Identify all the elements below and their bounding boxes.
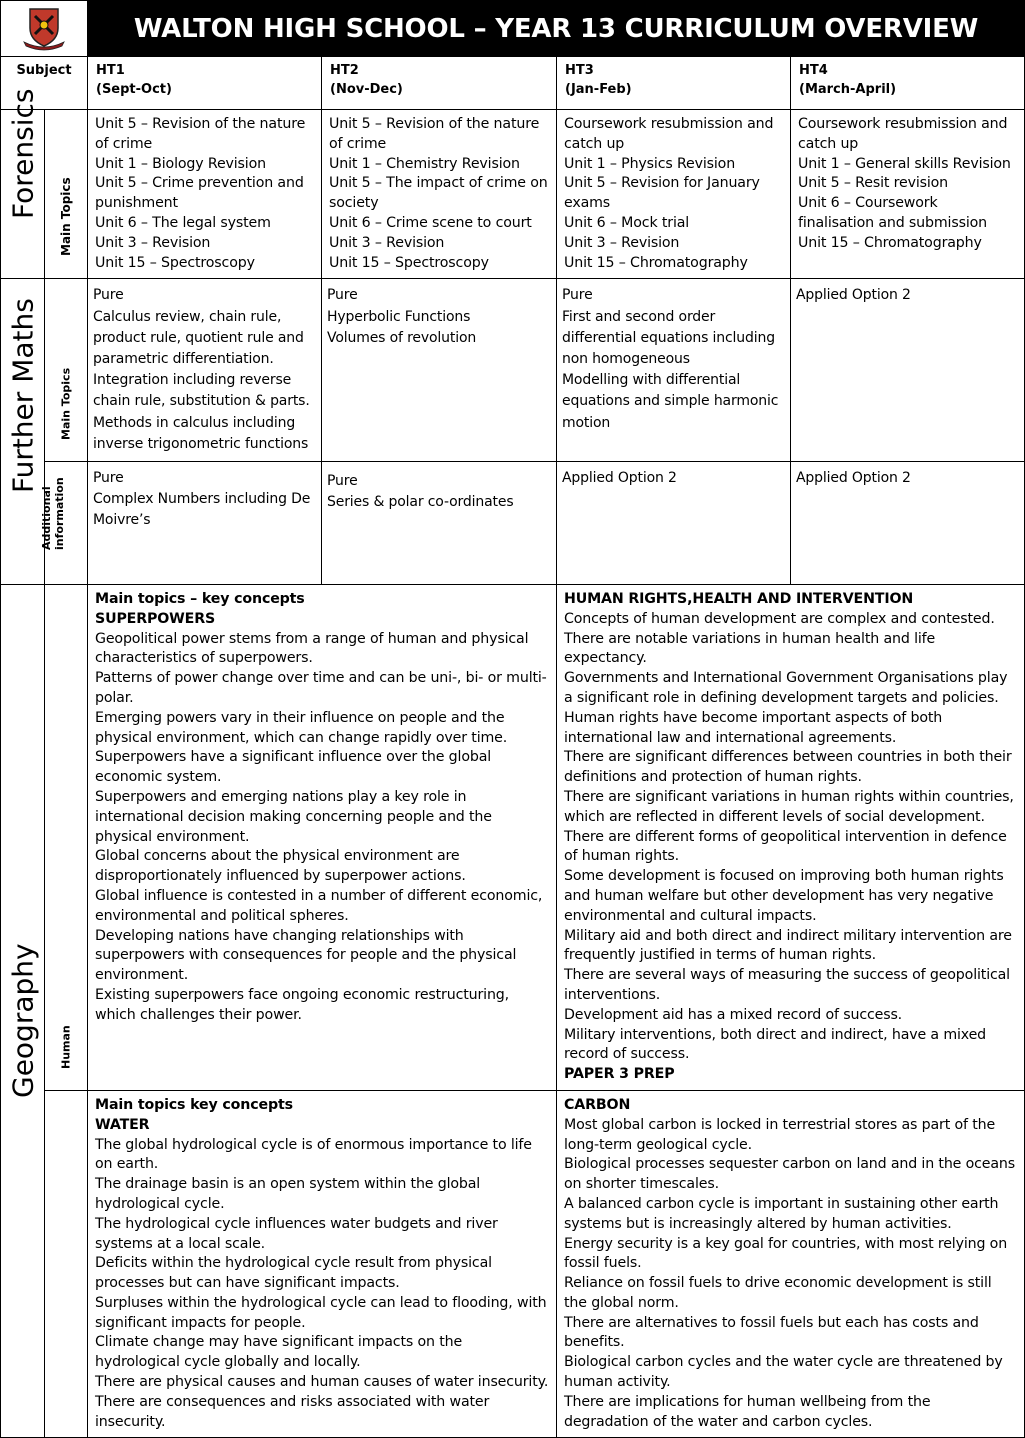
list-item: Unit 6 – Mock trial (564, 214, 690, 231)
list-item: Unit 3 – Revision (564, 234, 680, 251)
ht1-header (88, 57, 322, 110)
fm-additional-label (40, 477, 66, 550)
fm-main-ht3 (557, 279, 791, 462)
list-item: Emerging powers vary in their influence on people and the physical environment, which can change rapidly over time. (95, 709, 508, 746)
forensics-ht3 (557, 110, 791, 279)
geo-physical-left-heading: Main topics key concepts (95, 1096, 293, 1113)
forensics-ht1 (88, 110, 322, 279)
forensics-ht4 (791, 110, 1025, 279)
ht3-header (557, 57, 791, 110)
ht3-name: HT3 (565, 63, 594, 78)
list-item: There are significant variations in human rights within countries, which are reflected in different levels of social development. (564, 788, 1014, 825)
ht4-header (791, 57, 1025, 110)
list-item: Human rights have become important aspects of both international law and international agreements. (564, 709, 943, 746)
list-item: Unit 1 – Chemistry Revision (329, 155, 520, 172)
list-item: Some development is focused on improving both human rights and human welfare but other development has very negative environmental and cultural impacts. (564, 868, 1004, 924)
fm-additional-ht3 (557, 462, 791, 585)
geography-subject: Geography (6, 943, 39, 1099)
fm-additional-label-line1: Additional (40, 486, 53, 550)
ht4-period: (March-April) (799, 82, 897, 97)
list-item: A balanced carbon cycle is important in sustaining other earth systems but is increasingly altered by human activities. (564, 1195, 999, 1232)
list-item: Unit 5 – The impact of crime on society (329, 175, 548, 212)
geo-physical-left (88, 1090, 557, 1438)
list-item: Superpowers have a significant influence over the global economic system. (95, 749, 492, 786)
list-item: Reliance on fossil fuels to drive economic development is still the global norm. (564, 1275, 992, 1311)
geo-human-right (557, 585, 1025, 1091)
list-item: Unit 15 – Chromatography (564, 254, 748, 271)
list-item: Unit 15 – Spectroscopy (329, 254, 489, 271)
list-item: Concepts of human development are complex and contested. (564, 610, 995, 627)
fm-main-ht2 (322, 279, 557, 462)
fm-additional-ht1 (88, 462, 322, 585)
subject-header: Subject (1, 57, 88, 110)
geography-subject-cell (1, 585, 45, 1438)
list-item: The global hydrological cycle is of enormous importance to life on earth. (95, 1136, 532, 1173)
list-item: There are alternatives to fossil fuels but each has costs and benefits. (564, 1314, 979, 1351)
list-item: Unit 5 – Revision of the nature of crime (329, 116, 540, 152)
list-item: There are implications for human wellbeing from the degradation of the water and carbon cycles. (564, 1393, 931, 1430)
ht2-period: (Nov-Dec) (330, 82, 403, 97)
logo-cell (1, 1, 88, 57)
fm-additional-label-line2: information (53, 477, 66, 550)
list-item: Unit 3 – Revision (95, 234, 211, 251)
list-item: Development aid has a mixed record of success. (564, 1006, 903, 1023)
list-item: Unit 5 – Resit revision (798, 175, 949, 192)
list-item: Hyperbolic Functions (327, 308, 471, 325)
list-item: Modelling with differential equations and simple harmonic motion (562, 372, 779, 431)
geo-human-right-heading: HUMAN RIGHTS,HEALTH AND INTERVENTION (564, 591, 914, 607)
fm-main-ht1 (88, 279, 322, 462)
further-maths-subject: Further Maths (6, 298, 39, 493)
list-item: Biological carbon cycles and the water cycle are threatened by human activity. (564, 1354, 1003, 1391)
list-item: Coursework resubmission and catch up (564, 116, 774, 152)
page-title: WALTON HIGH SCHOOL – YEAR 13 CURRICULUM OVERVIEW (88, 1, 1025, 57)
list-item: Volumes of revolution (327, 329, 477, 346)
list-item: Complex Numbers including De Moivre’s (93, 491, 311, 529)
geo-human-left-list (95, 630, 549, 1026)
list-item: Applied Option 2 (796, 470, 911, 486)
geo-human-right-footer: PAPER 3 PREP (564, 1066, 675, 1083)
list-item: Deficits within the hydrological cycle result from physical processes but can have significant impacts. (95, 1255, 492, 1292)
list-item: There are consequences and risks associated with water insecurity. (95, 1393, 490, 1430)
list-item: Unit 5 – Revision for January exams (564, 175, 760, 212)
fm-additional-ht2 (322, 462, 557, 585)
list-item: Coursework resubmission and catch up (798, 116, 1008, 152)
list-item: Pure (562, 287, 593, 304)
list-item: Climate change may have significant impacts on the hydrological cycle globally and locally. (95, 1334, 463, 1371)
fm-main-ht4 (791, 279, 1025, 462)
geo-physical-label-cell (45, 1090, 88, 1438)
list-item: Applied Option 2 (796, 287, 911, 304)
list-item: There are different forms of geopolitical intervention in defence of human rights. (564, 828, 1007, 865)
list-item: Unit 1 – Physics Revision (564, 155, 736, 172)
geo-physical-right-heading: CARBON (564, 1096, 631, 1113)
list-item: Pure (327, 287, 358, 304)
list-item: There are several ways of measuring the success of geopolitical interventions. (564, 967, 1010, 1003)
forensics-row-label: Main Topics (59, 177, 73, 257)
list-item: Unit 6 – Coursework finalisation and submission (798, 195, 987, 231)
fm-additional-ht4 (791, 462, 1025, 585)
list-item: There are physical causes and human causes of water insecurity. (95, 1374, 549, 1391)
forensics-subject: Forensics (6, 88, 39, 220)
list-item: Most global carbon is locked in terrestrial stores as part of the long-term geological cycle. (564, 1116, 996, 1153)
geo-human-left-heading: Main topics – key concepts (95, 591, 305, 607)
geo-physical-left-subheading: WATER (95, 1116, 150, 1133)
list-item: Unit 3 – Revision (329, 234, 445, 251)
list-item: The drainage basin is an open system within the global hydrological cycle. (95, 1176, 481, 1212)
list-item: Unit 15 – Chromatography (798, 234, 982, 251)
list-item: Integration including reverse chain rule, substitution & parts. (93, 372, 310, 410)
list-item: Surpluses within the hydrological cycle can lead to flooding, with significant impacts for people. (95, 1294, 547, 1331)
list-item: Military aid and both direct and indirect military intervention are frequently justified in terms of human rights. (564, 927, 1012, 964)
list-item: Calculus review, chain rule, product rule, quotient rule and parametric differentiation. (93, 308, 304, 367)
list-item: Unit 15 – Spectroscopy (95, 254, 255, 271)
list-item: Biological processes sequester carbon on land and in the oceans on shorter timescales. (564, 1156, 1016, 1193)
list-item: Unit 1 – Biology Revision (95, 155, 266, 172)
fm-main-label-cell (45, 279, 88, 462)
list-item: Unit 6 – The legal system (95, 214, 271, 231)
list-item: Unit 6 – Crime scene to court (329, 214, 532, 231)
list-item: Patterns of power change over time and can be uni-, bi- or multi-polar. (95, 670, 547, 706)
forensics-row-label-cell (45, 110, 88, 279)
list-item: Unit 1 – General skills Revision (798, 155, 1011, 172)
list-item: There are significant differences between countries in both their definitions and protection of human rights. (564, 749, 1012, 786)
list-item: The hydrological cycle influences water budgets and river systems at a local scale. (95, 1215, 498, 1252)
further-maths-subject-cell (1, 279, 45, 585)
list-item: Series & polar co-ordinates (327, 494, 514, 511)
ht1-name: HT1 (96, 63, 125, 78)
list-item: Geopolitical power stems from a range of human and physical characteristics of superpowers. (95, 630, 529, 667)
list-item: Existing superpowers face ongoing economic restructuring, which challenges their power. (95, 986, 510, 1023)
geo-human-left (88, 585, 557, 1091)
forensics-subject-cell (1, 88, 45, 279)
list-item: Unit 5 – Revision of the nature of crime (95, 116, 306, 152)
fm-additional-label-cell (40, 462, 88, 585)
geo-physical-right-list (564, 1116, 1017, 1433)
geo-human-label: Human (59, 1025, 73, 1069)
list-item: Developing nations have changing relationships with superpowers with consequences for people and the physical environment. (95, 927, 517, 984)
list-item: Global concerns about the physical environment are disproportionately influenced by superpower actions. (95, 848, 466, 885)
list-item: Superpowers and emerging nations play a key role in international decision making concerning people and the physical environment. (95, 788, 492, 845)
list-item: Pure (93, 287, 124, 304)
fm-main-label: Main Topics (59, 367, 73, 440)
list-item: Unit 5 – Crime prevention and punishment (95, 175, 304, 212)
list-item: Energy security is a key goal for countries, with most relying on fossil fuels. (564, 1235, 1008, 1272)
ht2-name: HT2 (330, 63, 359, 78)
geo-physical-left-list (95, 1136, 549, 1433)
list-item: There are notable variations in human health and life expectancy. (564, 630, 936, 667)
list-item: Governments and International Government Organisations play a significant role in defining development targets and policies. (564, 670, 1008, 706)
geo-human-label-cell (45, 585, 88, 1091)
ht4-name: HT4 (799, 63, 828, 78)
list-item: Methods in calculus including inverse trigonometric functions (93, 414, 309, 452)
geo-physical-right (557, 1090, 1025, 1438)
ht1-period: (Sept-Oct) (96, 82, 172, 97)
list-item: First and second order differential equations including non homogeneous (562, 308, 775, 367)
list-item: Global influence is contested in a number of different economic, environmental and political spheres. (95, 887, 543, 924)
geo-human-right-list (564, 610, 1017, 1065)
geo-human-left-subheading: SUPERPOWERS (95, 610, 216, 627)
list-item: Pure (93, 470, 124, 486)
forensics-ht2 (322, 110, 557, 279)
school-crest-icon (21, 6, 67, 50)
list-item: Applied Option 2 (562, 470, 677, 486)
list-item: Pure (327, 473, 358, 489)
ht2-header (322, 57, 557, 110)
ht3-period: (Jan-Feb) (565, 82, 632, 97)
list-item: Military interventions, both direct and indirect, have a mixed record of success. (564, 1026, 987, 1063)
